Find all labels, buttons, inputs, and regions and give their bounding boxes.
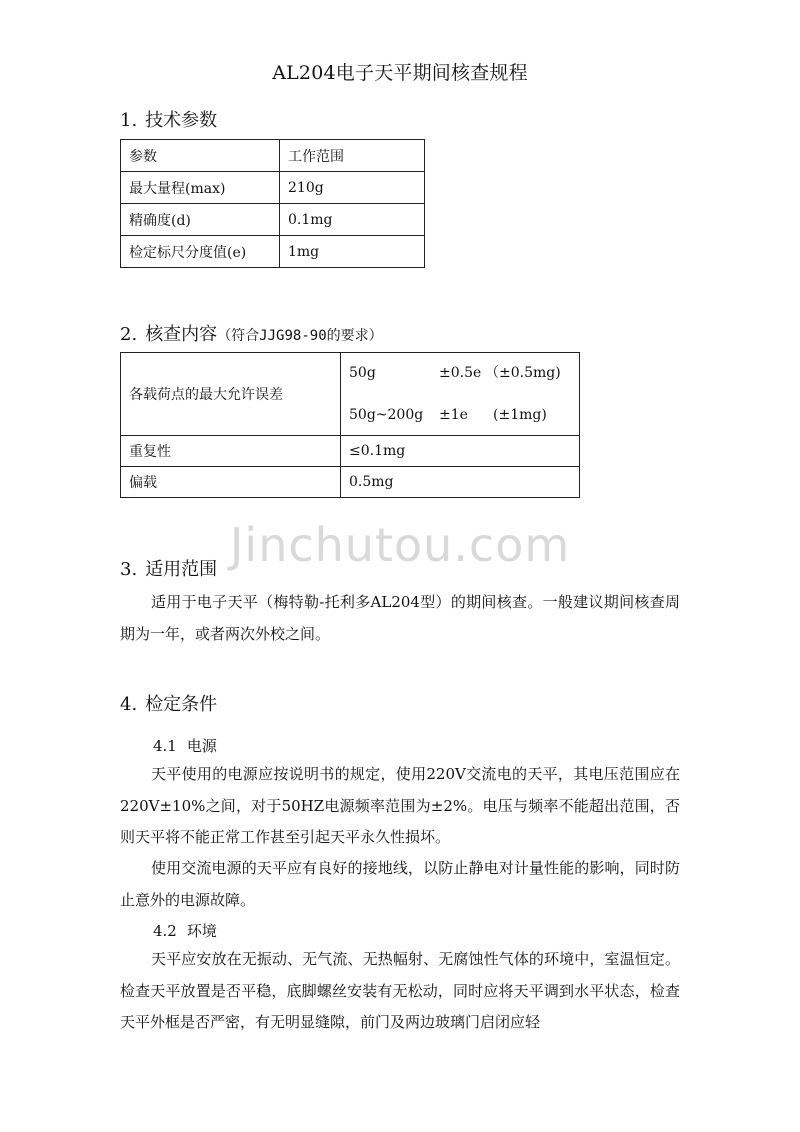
table-row (121, 172, 425, 204)
section-2-heading (120, 320, 383, 346)
subsection-4-2-heading (153, 920, 217, 941)
table-cell: 最大量程(max) (121, 172, 280, 204)
tolerance-load: 50g~200g (349, 407, 424, 423)
table-cell: 精确度(d) (121, 204, 280, 236)
table-cell: 210g (280, 172, 425, 204)
section-1-number: 1. (120, 110, 138, 131)
section-4-heading (120, 690, 217, 716)
environment-paragraph: 天平应安放在无振动、无气流、无热幅射、无腐蚀性气体的环境中，室温恒定。检查天平放置是否平稳，底脚螺丝安装有无松动，同时应将天平调到水平状态，检查天平外框是否严密，有无明显缝隙，前门及两边玻璃门启闭应轻 (120, 950, 680, 1031)
table-cell: 工作范围 (280, 140, 425, 172)
section-3-heading (120, 555, 217, 581)
section-2-title: 核查内容 (145, 324, 218, 345)
subsection-title: 电源 (186, 737, 217, 755)
tech-params-table (120, 139, 425, 268)
tolerance-e: ±0.5e (439, 365, 482, 381)
section-1-heading (120, 106, 217, 132)
tolerance-line (349, 363, 579, 383)
check-content-table (120, 352, 580, 498)
table-row (121, 467, 580, 498)
subsection-number: 4.1 (153, 737, 177, 755)
document-title: AL204电子天平期间核查规程 (272, 62, 528, 84)
table-cell: 检定标尺分度值(e) (121, 236, 280, 268)
table-row (121, 204, 425, 236)
grounding-paragraph: 使用交流电源的天平应有良好的接地线，以防止静电对计量性能的影响，同时防止意外的电源故障。 (120, 859, 680, 909)
table-row (121, 140, 425, 172)
offset-value: 0.5mg (341, 467, 580, 498)
tolerance-label: 各载荷点的最大允许误差 (121, 353, 341, 436)
section-2-number: 2. (120, 324, 138, 345)
table-row (121, 436, 580, 467)
subsection-number: 4.2 (153, 922, 177, 940)
tolerance-mg: (±1mg) (493, 407, 547, 423)
table-cell: 0.1mg (280, 204, 425, 236)
section-4-title: 检定条件 (145, 694, 218, 715)
watermark: Jinchutou.com (229, 518, 571, 572)
table-row (121, 353, 580, 436)
subsection-4-1-heading (153, 735, 217, 756)
section-4-number: 4. (120, 694, 138, 715)
table-row (121, 236, 425, 268)
tolerance-load: 50g (349, 365, 376, 381)
section-3-title: 适用范围 (145, 559, 218, 580)
section-1-title: 技术参数 (145, 110, 218, 131)
repeatability-value: ≤0.1mg (341, 436, 580, 467)
scope-paragraph: 适用于电子天平（梅特勒-托利多AL204型）的期间核查。一般建议期间核查周期为一年，或者两次外校之间。 (120, 593, 680, 643)
section-2-note: （符合JJG98-90的要求） (217, 328, 383, 344)
table-cell: 1mg (280, 236, 425, 268)
subsection-title: 环境 (186, 922, 217, 940)
tolerance-line (349, 405, 579, 425)
offset-label: 偏载 (121, 467, 341, 498)
section-3-number: 3. (120, 559, 138, 580)
power-paragraph: 天平使用的电源应按说明书的规定，使用220V交流电的天平，其电压范围应在220V±10%之间，对于50HZ电源频率范围为±2%。电压与频率不能超出范围，否则天平将不能正常工作甚至引起天平永久性损坏。 (120, 765, 680, 846)
table-cell: 参数 (121, 140, 280, 172)
repeatability-label: 重复性 (121, 436, 341, 467)
tolerance-e: ±1e (439, 407, 468, 423)
tolerance-mg: （±0.5mg) (485, 365, 561, 381)
tolerance-values (341, 353, 580, 436)
